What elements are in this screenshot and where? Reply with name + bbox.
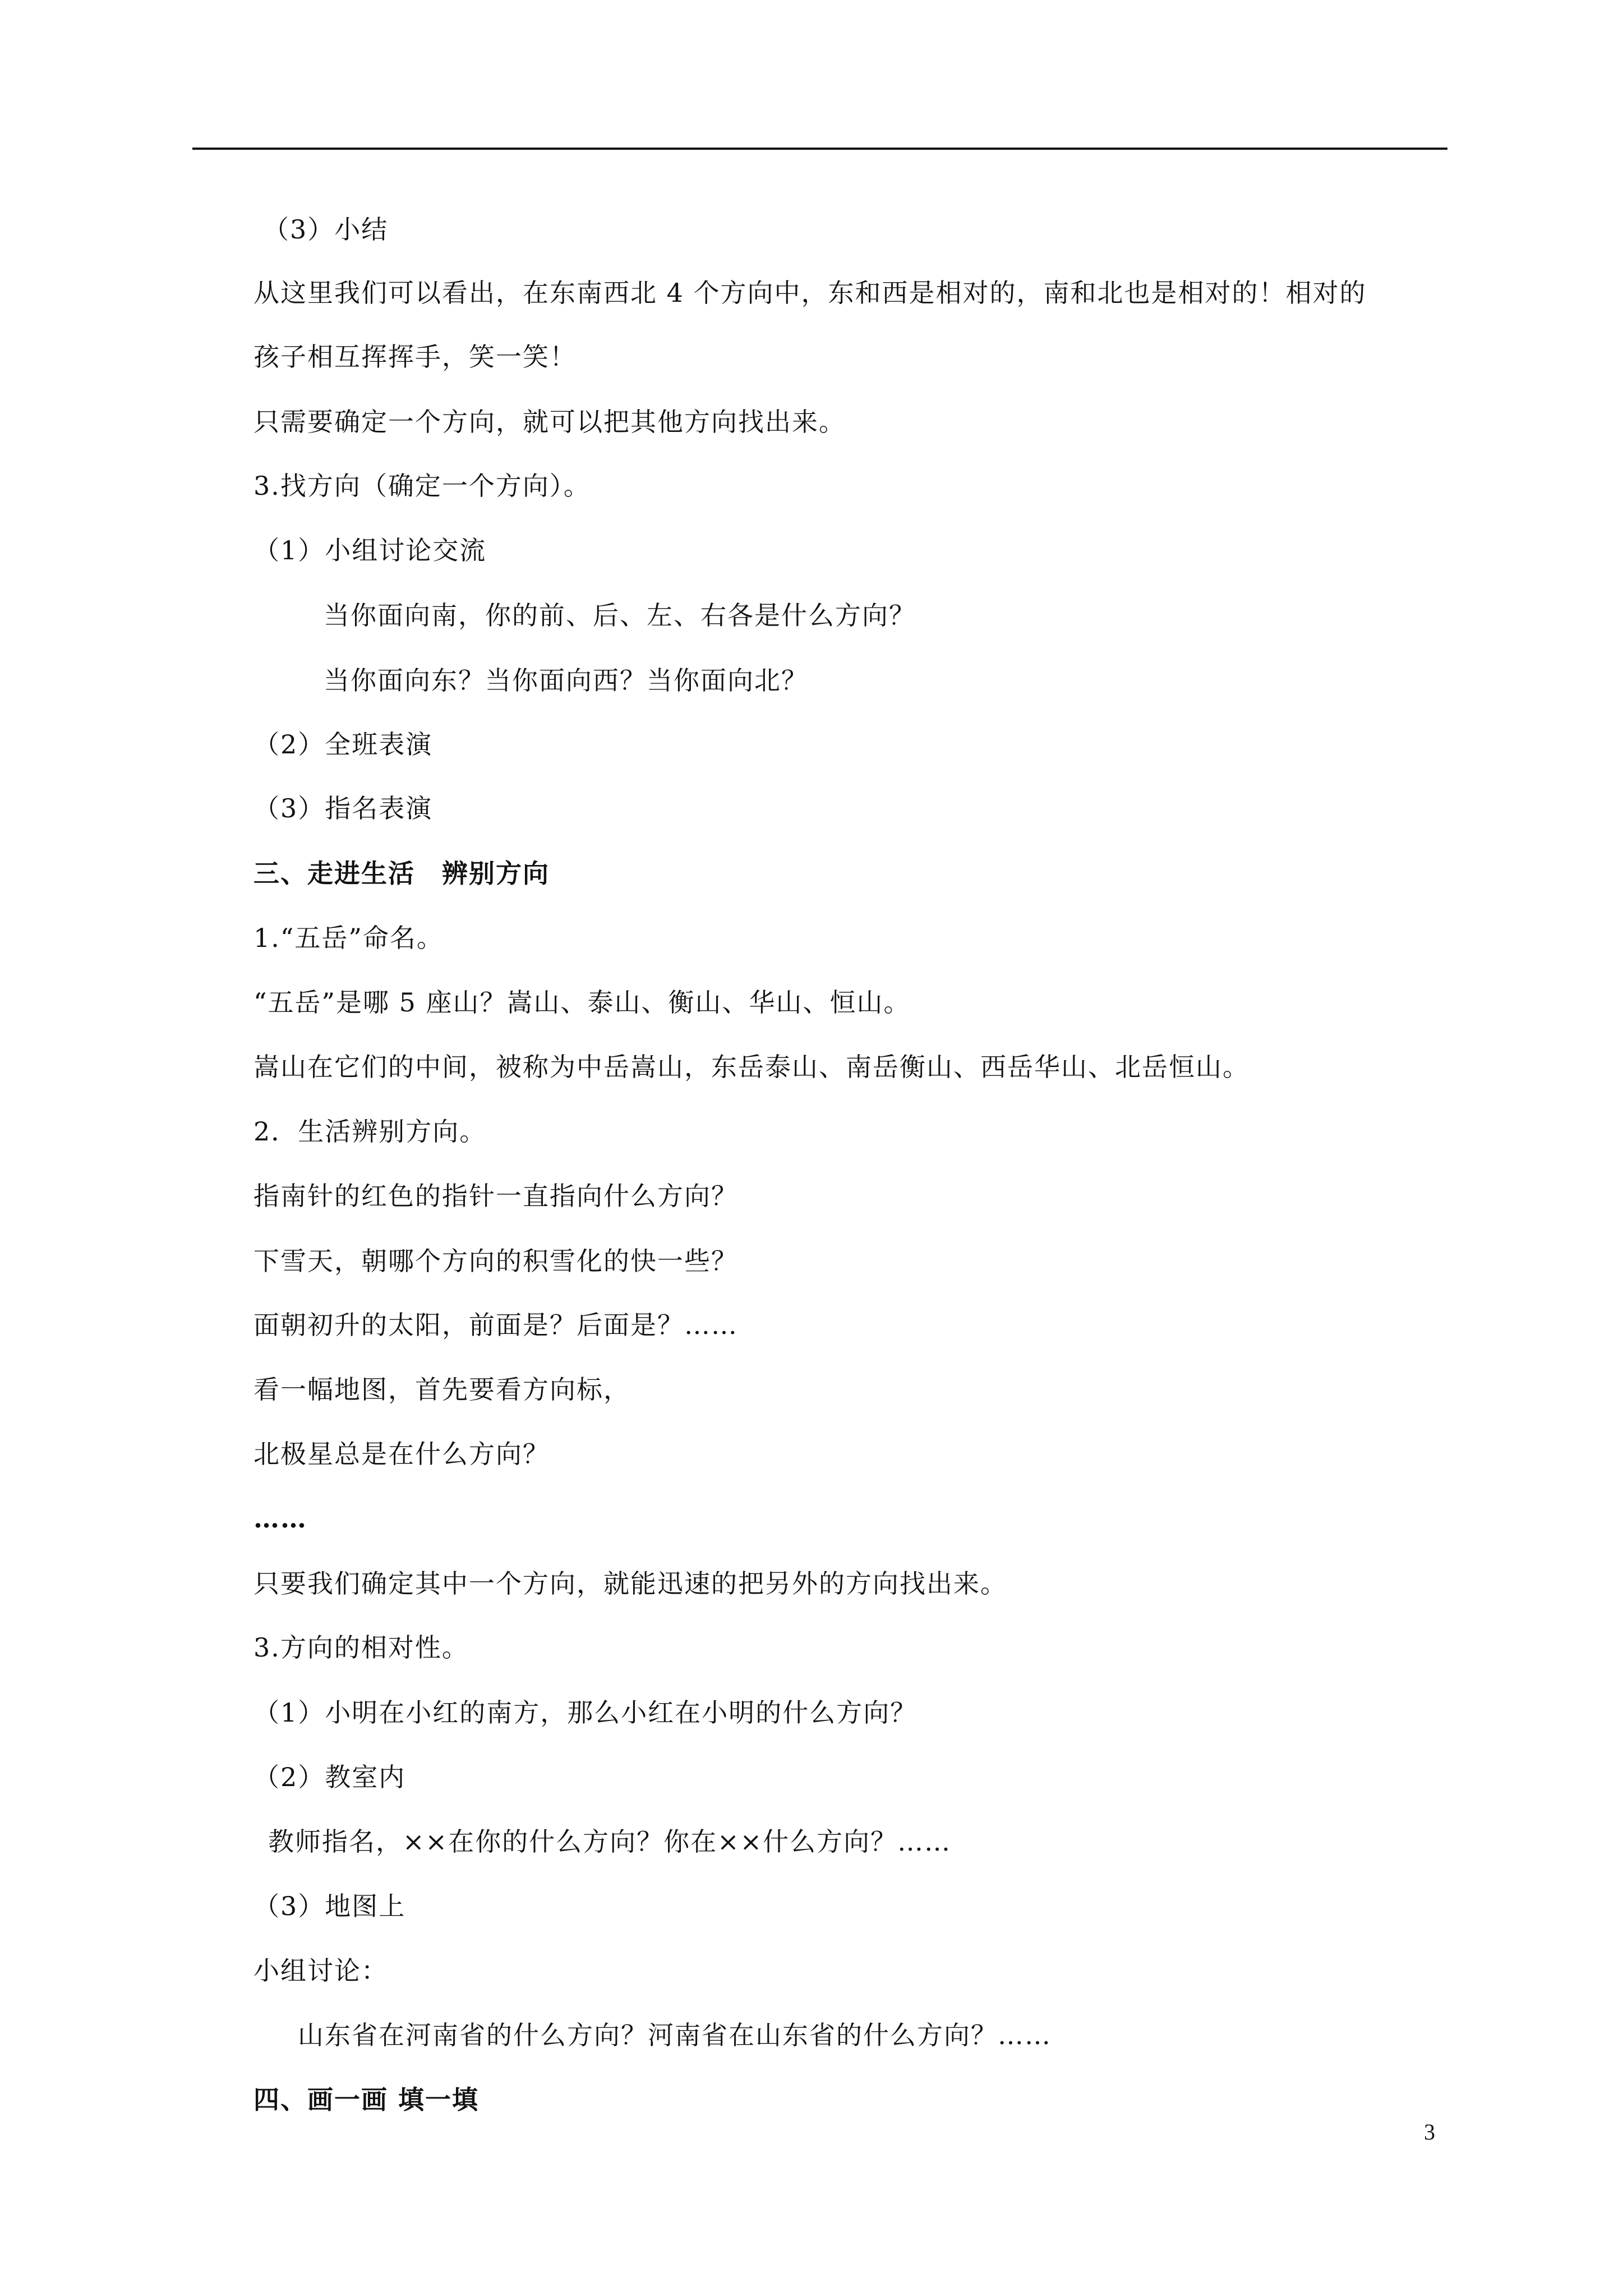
subsection-item: （1）小明在小红的南方，那么小红在小明的什么方向？ <box>253 1697 917 1728</box>
question-line: 当你面向南，你的前、后、左、右各是什么方向？ <box>324 600 916 631</box>
paragraph-line: 教师指名，××在你的什么方向？你在××什么方向？…… <box>268 1826 952 1857</box>
question-line: 面朝初升的太阳，前面是？后面是？…… <box>253 1310 738 1340</box>
subsection-item: （2）教室内 <box>253 1762 406 1792</box>
subsection-item: （3）地图上 <box>253 1891 406 1921</box>
question-line: 下雪天，朝哪个方向的积雪化的快一些？ <box>253 1246 738 1276</box>
subsection-item: （3）指名表演 <box>253 793 433 823</box>
paragraph-line: 只需要确定一个方向，就可以把其他方向找出来。 <box>253 407 846 437</box>
subsection-item: （1）小组讨论交流 <box>253 535 487 565</box>
paragraph-line: 只要我们确定其中一个方向，就能迅速的把另外的方向找出来。 <box>253 1568 1007 1599</box>
paragraph-line: 嵩山在它们的中间，被称为中岳嵩山，东岳泰山、南岳衡山、西岳华山、北岳恒山。 <box>253 1052 1249 1082</box>
ellipsis-line: …… <box>253 1503 307 1534</box>
numbered-item: 3.找方向（确定一个方向）。 <box>253 471 591 501</box>
question-line: 当你面向东？当你面向西？当你面向北？ <box>324 665 808 696</box>
numbered-item: 2．生活辨别方向。 <box>253 1116 487 1147</box>
paragraph-line: 孩子相互挥挥手，笑一笑！ <box>253 342 577 372</box>
question-line: 北极星总是在什么方向？ <box>253 1439 550 1469</box>
subsection-item: （2）全班表演 <box>253 729 433 760</box>
question-line: 指南针的红色的指针一直指向什么方向？ <box>253 1181 738 1211</box>
numbered-item: 3.方向的相对性。 <box>253 1632 469 1663</box>
header-rule <box>192 148 1447 150</box>
paragraph-line: 看一幅地图，首先要看方向标， <box>253 1374 630 1405</box>
page-number: 3 <box>1424 2119 1435 2145</box>
section-heading: 四、画一画 填一填 <box>253 2085 479 2115</box>
paragraph-line: 从这里我们可以看出，在东南西北 4 个方向中，东和西是相对的，南和北也是相对的！相对的 <box>253 278 1367 308</box>
paragraph-line: “五岳”是哪 5 座山？嵩山、泰山、衡山、华山、恒山。 <box>253 987 911 1018</box>
paragraph-line: 小组讨论： <box>253 1955 388 1986</box>
numbered-item: 1.“五岳”命名。 <box>253 923 444 953</box>
subsection-summary: （3）小结 <box>263 214 389 245</box>
question-line: 山东省在河南省的什么方向？河南省在山东省的什么方向？…… <box>298 2020 1052 2050</box>
section-heading: 三、走进生活 辨别方向 <box>253 858 550 889</box>
